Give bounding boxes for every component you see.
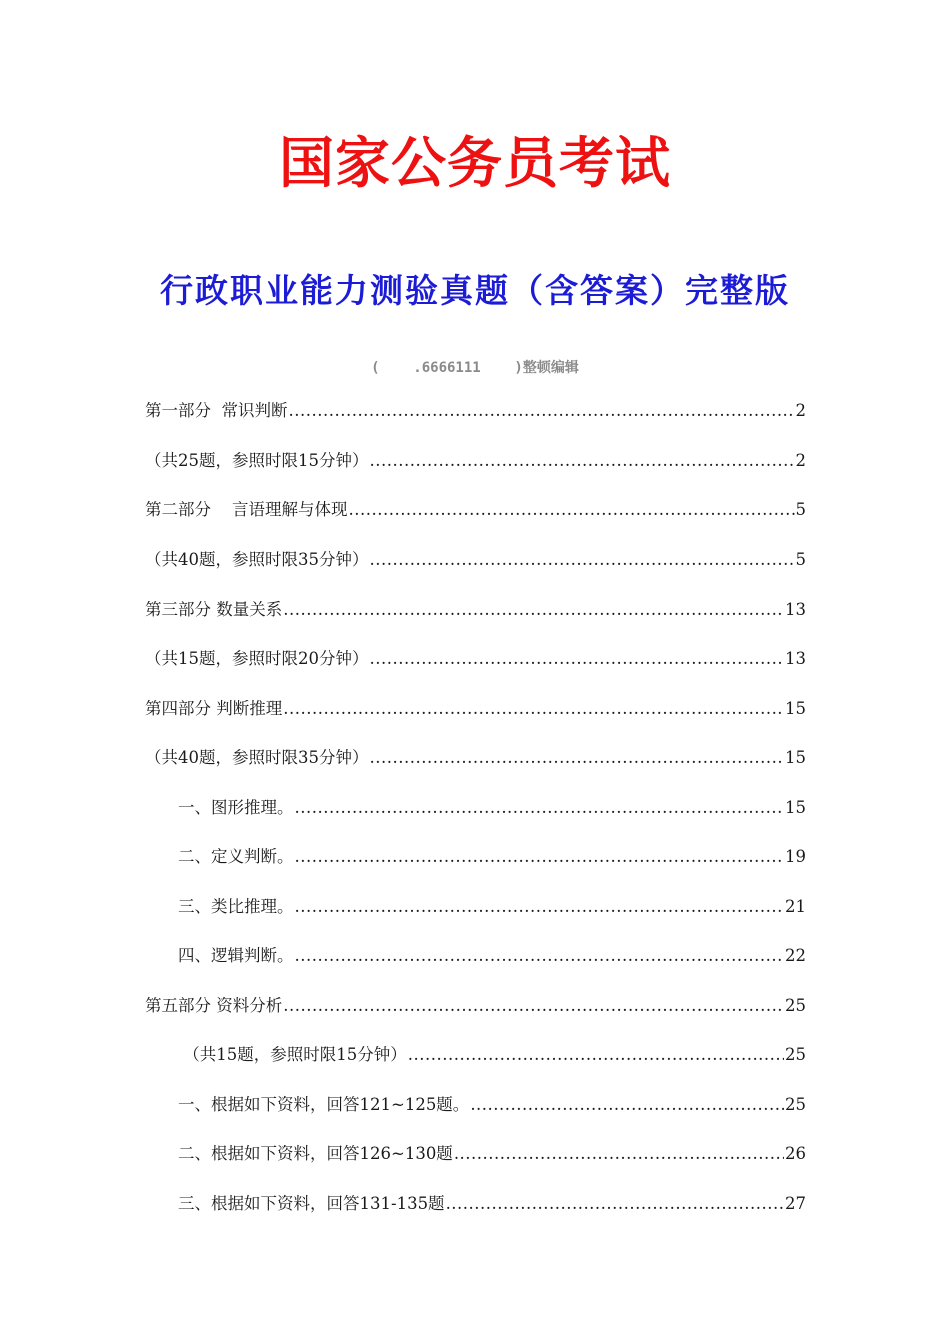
toc-entry-label: 第一部分 常识判断 (145, 401, 288, 420)
toc-dot-leader (370, 547, 795, 573)
toc-entry-part-1-info[interactable] (145, 448, 806, 474)
toc-dot-leader (470, 1092, 784, 1118)
toc-entry-label: 第二部分 言语理解与体现 (145, 500, 348, 519)
document-subtitle: 行政职业能力测验真题（含答案）完整版 (160, 271, 790, 310)
toc-dot-leader (454, 1141, 784, 1167)
toc-entry-part-3[interactable] (145, 597, 806, 623)
document-title: 国家公务员考试 (278, 131, 671, 195)
toc-entry-part-5-info[interactable] (178, 1042, 806, 1068)
toc-entry-analogy-reasoning[interactable] (178, 894, 806, 920)
toc-page-number: 22 (785, 946, 806, 965)
toc-entry-part-2[interactable] (145, 497, 806, 523)
toc-entry-data-set-2[interactable] (178, 1141, 806, 1167)
toc-page-number: 25 (785, 996, 806, 1015)
toc-page-number: 15 (785, 748, 806, 767)
toc-entry-label: （共25题，参照时限15分钟） (145, 451, 369, 470)
toc-entry-label: 第四部分 判断推理 (145, 699, 283, 718)
toc-entry-part-5[interactable] (145, 993, 806, 1019)
toc-entry-part-4[interactable] (145, 696, 806, 722)
toc-entry-label: 一、根据如下资料，回答121~125题。 (178, 1095, 470, 1114)
toc-entry-definition-judgment[interactable] (178, 844, 806, 870)
toc-page-number: 15 (785, 798, 806, 817)
toc-page-number: 13 (785, 600, 806, 619)
toc-page-number: 2 (795, 451, 806, 470)
toc-page-number: 19 (785, 847, 806, 866)
toc-entry-label: （共40题，参照时限35分钟） (145, 748, 369, 767)
toc-page-number: 13 (785, 649, 806, 668)
toc-entry-label: 二、定义判断。 (178, 847, 294, 866)
toc-entry-part-3-info[interactable] (145, 646, 806, 672)
toc-dot-leader (283, 993, 784, 1019)
toc-page-number: 15 (785, 699, 806, 718)
toc-entry-label: （共15题，参照时限15分钟） (178, 1045, 407, 1064)
toc-entry-label: （共15题，参照时限20分钟） (145, 649, 369, 668)
toc-page-number: 25 (785, 1095, 806, 1114)
toc-entry-label: 第三部分 数量关系 (145, 600, 283, 619)
toc-entry-label: 一、图形推理。 (178, 798, 294, 817)
toc-dot-leader (370, 646, 785, 672)
toc-page-number: 21 (785, 897, 806, 916)
toc-dot-leader (370, 448, 795, 474)
toc-entry-label: 三、根据如下资料，回答131-135题 (178, 1194, 445, 1213)
toc-page-number: 25 (785, 1045, 806, 1064)
toc-entry-data-set-3[interactable] (178, 1191, 806, 1217)
toc-dot-leader (289, 398, 795, 424)
toc-dot-leader (295, 894, 785, 920)
toc-dot-leader (446, 1191, 784, 1217)
edit-note: ( .6666111 )整顿编辑 (371, 360, 579, 376)
toc-dot-leader (370, 745, 785, 771)
toc-entry-label: 三、类比推理。 (178, 897, 294, 916)
toc-dot-leader (348, 497, 794, 523)
toc-dot-leader (295, 844, 785, 870)
toc-page-number: 27 (785, 1194, 806, 1213)
toc-dot-leader (408, 1042, 784, 1068)
toc-entry-label: （共40题，参照时限35分钟） (145, 550, 369, 569)
toc-entry-part-2-info[interactable] (145, 547, 806, 573)
toc-dot-leader (283, 696, 784, 722)
toc-entry-label: 四、逻辑判断。 (178, 946, 294, 965)
toc-entry-part-1[interactable] (145, 398, 806, 424)
toc-entry-logic-judgment[interactable] (178, 943, 806, 969)
toc-page-number: 5 (795, 550, 806, 569)
toc-entry-data-set-1[interactable] (178, 1092, 806, 1118)
toc-entry-figure-reasoning[interactable] (178, 795, 806, 821)
toc-dot-leader (283, 597, 784, 623)
toc-page-number: 2 (795, 401, 806, 420)
toc-dot-leader (295, 795, 785, 821)
toc-entry-part-4-info[interactable] (145, 745, 806, 771)
toc-page-number: 26 (785, 1144, 806, 1163)
toc-page-number: 5 (795, 500, 806, 519)
toc-entry-label: 第五部分 资料分析 (145, 996, 283, 1015)
toc-entry-label: 二、根据如下资料，回答126~130题 (178, 1144, 453, 1163)
toc-dot-leader (295, 943, 785, 969)
